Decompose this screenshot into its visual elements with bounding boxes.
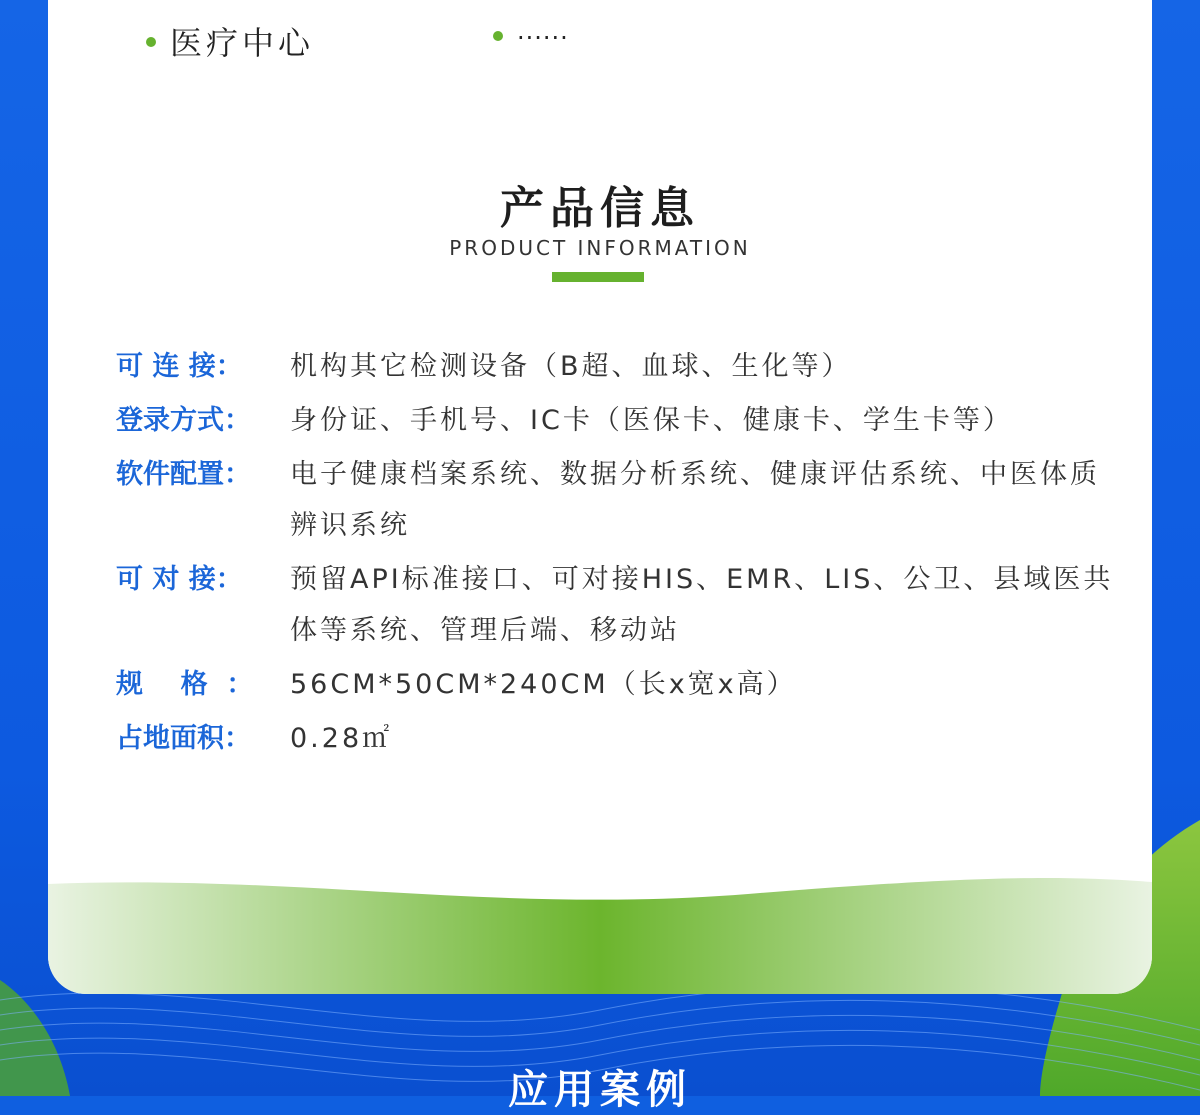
spec-row-integration [116, 557, 1116, 656]
spec-value: 0.28㎡ [290, 723, 393, 754]
bullet-label: 医疗中心 [170, 24, 315, 62]
spec-value: 电子健康档案系统、数据分析系统、健康评估系统、中医体质辨识系统 [290, 459, 1100, 541]
spec-value: 机构其它检测设备（B超、血球、生化等） [290, 351, 852, 382]
spec-row-login [116, 398, 1116, 446]
spec-value: 预留API标准接口、可对接HIS、EMR、LIS、公卫、县域医共体等系统、管理后端、移动站 [290, 564, 1114, 646]
spec-label: 可 连 接： [116, 351, 243, 382]
spec-label: 软件配置： [116, 459, 251, 490]
spec-row-connect [116, 344, 1116, 392]
bullet-dot-icon [146, 37, 156, 47]
bullet-item-more [493, 24, 569, 52]
spec-row-area [116, 716, 1116, 764]
spec-label: 规 格 ： [116, 669, 254, 700]
section-title: 产品信息 [500, 183, 700, 234]
card-bottom-wave [48, 874, 1152, 994]
spec-label: 可 对 接： [116, 564, 243, 595]
spec-list [116, 344, 1116, 770]
bullet-label: ······ [517, 24, 569, 52]
section-subtitle: PRODUCT INFORMATION [449, 236, 751, 260]
spec-label: 占地面积： [116, 723, 251, 754]
spec-row-dimensions [116, 662, 1116, 710]
spec-value: 56CM*50CM*240CM（长x宽x高） [290, 669, 797, 700]
next-section-title: 应用案例 [508, 1067, 692, 1113]
spec-label: 登录方式： [116, 405, 251, 436]
title-underline [552, 272, 644, 282]
bullet-item-medical-center [146, 18, 314, 64]
spec-row-software [116, 452, 1116, 551]
spec-value: 身份证、手机号、IC卡（医保卡、健康卡、学生卡等） [290, 405, 1013, 436]
bullet-dot-icon [493, 31, 503, 41]
product-info-card [48, 0, 1152, 994]
